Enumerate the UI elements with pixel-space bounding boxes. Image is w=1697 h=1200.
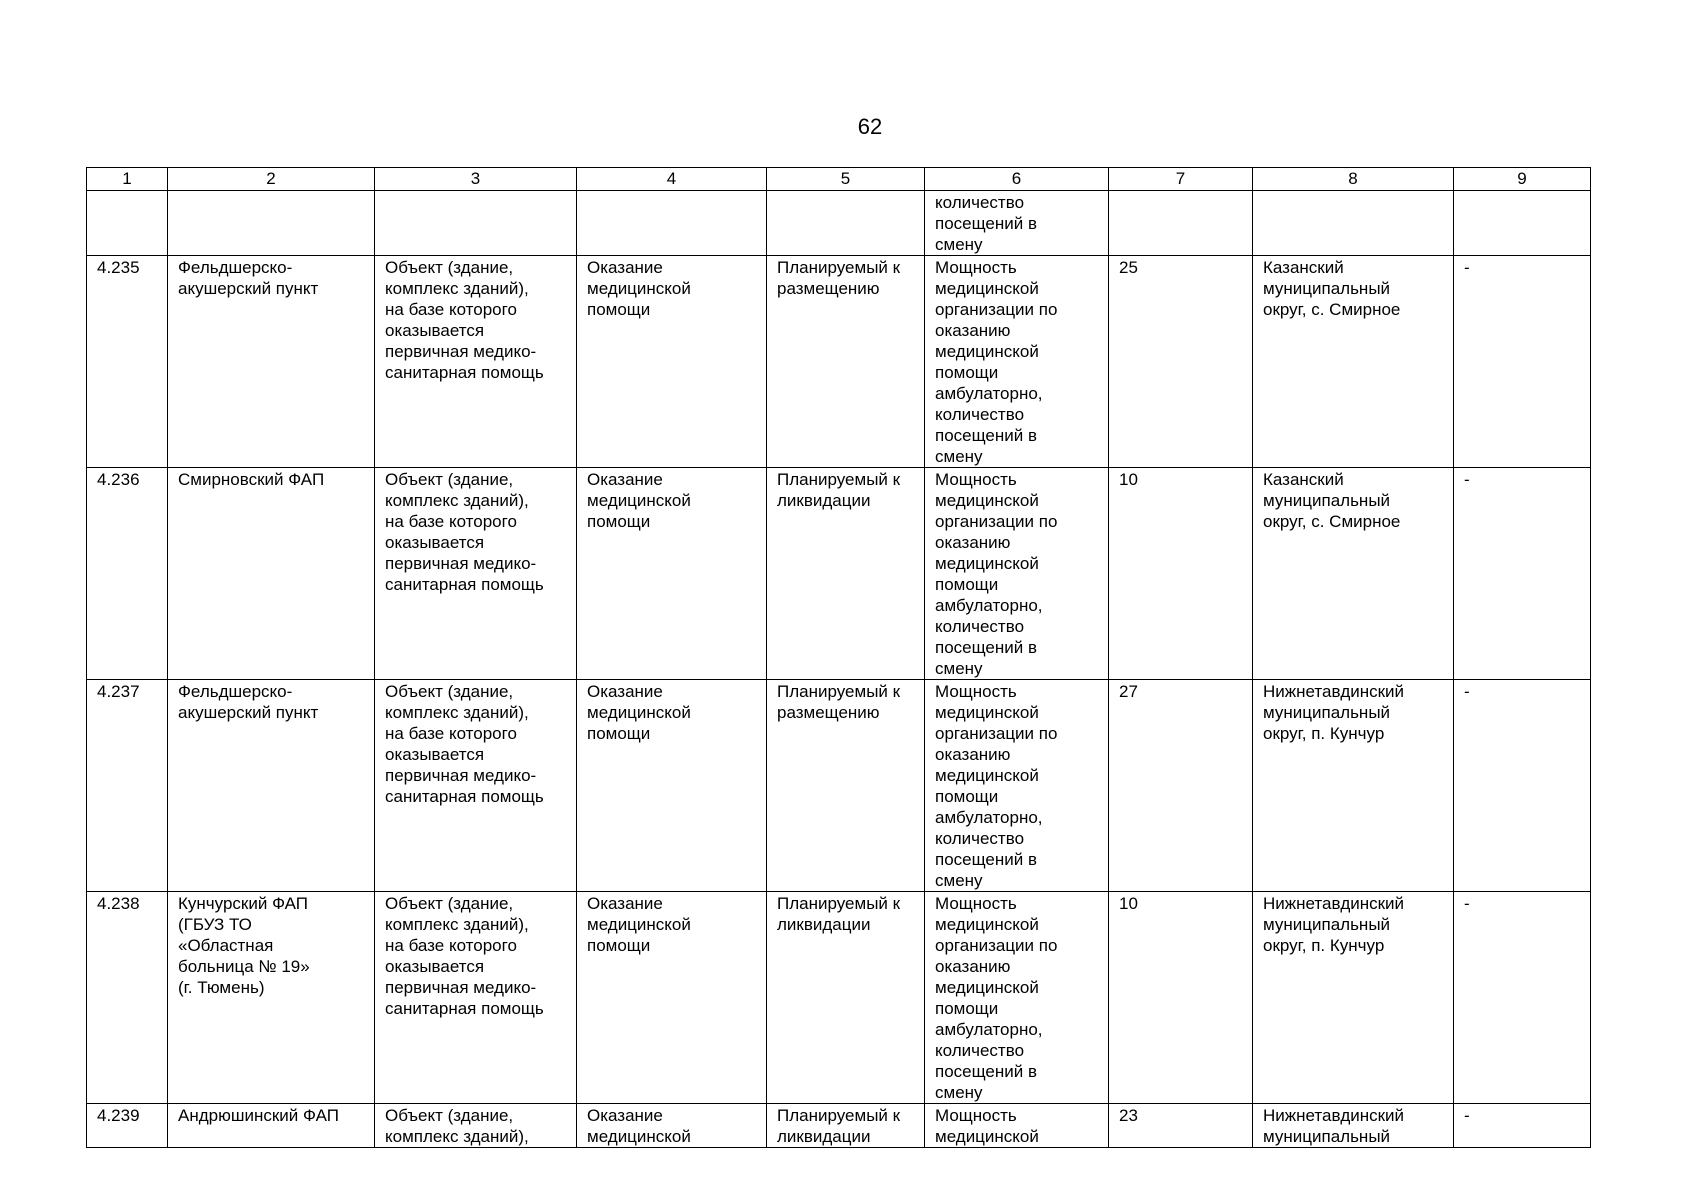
column-number-row <box>87 168 1591 191</box>
table-cell <box>577 191 767 256</box>
row-number-cell: 4.238 <box>87 892 168 1104</box>
status-cell: Планируемый к ликвидации <box>767 1104 925 1148</box>
value-cell: 10 <box>1109 468 1253 680</box>
table-cell <box>375 191 577 256</box>
objects-table <box>86 167 1591 1148</box>
name-cell: Фельдшерско- акушерский пункт <box>168 256 375 468</box>
row-number-cell: 4.237 <box>87 680 168 892</box>
column-number: 2 <box>168 168 375 191</box>
value-cell: 23 <box>1109 1104 1253 1148</box>
purpose-cell: Оказание медицинской помощи <box>577 468 767 680</box>
column-number: 4 <box>577 168 767 191</box>
status-cell: Планируемый к размещению <box>767 256 925 468</box>
table-cell <box>1454 191 1591 256</box>
status-cell: Планируемый к ликвидации <box>767 468 925 680</box>
table-row <box>87 892 1591 1104</box>
row-number-cell: 4.239 <box>87 1104 168 1148</box>
object-type-cell: Объект (здание, комплекс зданий), на базе которого оказывается первичная медико- санитарная помощь <box>375 256 577 468</box>
column-number: 5 <box>767 168 925 191</box>
location-cell: Казанский муниципальный округ, с. Смирное <box>1253 468 1454 680</box>
status-cell: Планируемый к ликвидации <box>767 892 925 1104</box>
object-type-cell: Объект (здание, комплекс зданий), на базе которого оказывается первичная медико- санитарная помощь <box>375 892 577 1104</box>
note-cell: - <box>1454 892 1591 1104</box>
table-cell <box>87 191 168 256</box>
note-cell: - <box>1454 468 1591 680</box>
name-cell: Андрюшинский ФАП <box>168 1104 375 1148</box>
capacity-cell: Мощность медицинской организации по оказанию медицинской помощи амбулаторно, количество посещений в смену <box>925 256 1109 468</box>
table-row <box>87 256 1591 468</box>
column-number: 1 <box>87 168 168 191</box>
table-cell <box>1253 191 1454 256</box>
row-number-cell: 4.236 <box>87 468 168 680</box>
table-cell <box>767 191 925 256</box>
status-cell: Планируемый к размещению <box>767 680 925 892</box>
column-number: 6 <box>925 168 1109 191</box>
capacity-cell: Мощность медицинской организации по оказанию медицинской помощи амбулаторно, количество посещений в смену <box>925 892 1109 1104</box>
table-row <box>87 1104 1591 1148</box>
row-number-cell: 4.235 <box>87 256 168 468</box>
column-number: 9 <box>1454 168 1591 191</box>
name-cell: Смирновский ФАП <box>168 468 375 680</box>
page-number: 62 <box>857 114 883 139</box>
location-cell: Нижнетавдинский муниципальный <box>1253 1104 1454 1148</box>
capacity-cell: Мощность медицинской организации по оказанию медицинской помощи амбулаторно, количество посещений в смену <box>925 680 1109 892</box>
name-cell: Фельдшерско- акушерский пункт <box>168 680 375 892</box>
column-number: 8 <box>1253 168 1454 191</box>
table-row <box>87 680 1591 892</box>
name-cell: Кунчурский ФАП (ГБУЗ ТО «Областная больница № 19» (г. Тюмень) <box>168 892 375 1104</box>
location-cell: Нижнетавдинский муниципальный округ, п. Кунчур <box>1253 892 1454 1104</box>
purpose-cell: Оказание медицинской помощи <box>577 256 767 468</box>
note-cell: - <box>1454 1104 1591 1148</box>
value-cell: 10 <box>1109 892 1253 1104</box>
object-type-cell: Объект (здание, комплекс зданий), на базе которого оказывается первичная медико- санитарная помощь <box>375 680 577 892</box>
capacity-cell: Мощность медицинской организации по оказанию медицинской помощи амбулаторно, количество посещений в смену <box>925 468 1109 680</box>
location-cell: Казанский муниципальный округ, с. Смирное <box>1253 256 1454 468</box>
object-type-cell: Объект (здание, комплекс зданий), <box>375 1104 577 1148</box>
value-cell: 25 <box>1109 256 1253 468</box>
table-cell <box>168 191 375 256</box>
column-number: 3 <box>375 168 577 191</box>
location-cell: Нижнетавдинский муниципальный округ, п. Кунчур <box>1253 680 1454 892</box>
value-cell: 27 <box>1109 680 1253 892</box>
continuation-row <box>87 191 1591 256</box>
table-cell <box>1109 191 1253 256</box>
capacity-cell: Мощность медицинской <box>925 1104 1109 1148</box>
column-number: 7 <box>1109 168 1253 191</box>
note-cell: - <box>1454 680 1591 892</box>
purpose-cell: Оказание медицинской помощи <box>577 680 767 892</box>
purpose-cell: Оказание медицинской помощи <box>577 892 767 1104</box>
note-cell: - <box>1454 256 1591 468</box>
object-type-cell: Объект (здание, комплекс зданий), на базе которого оказывается первичная медико- санитарная помощь <box>375 468 577 680</box>
purpose-cell: Оказание медицинской <box>577 1104 767 1148</box>
table-row <box>87 468 1591 680</box>
capacity-cell: количество посещений в смену <box>925 191 1109 256</box>
